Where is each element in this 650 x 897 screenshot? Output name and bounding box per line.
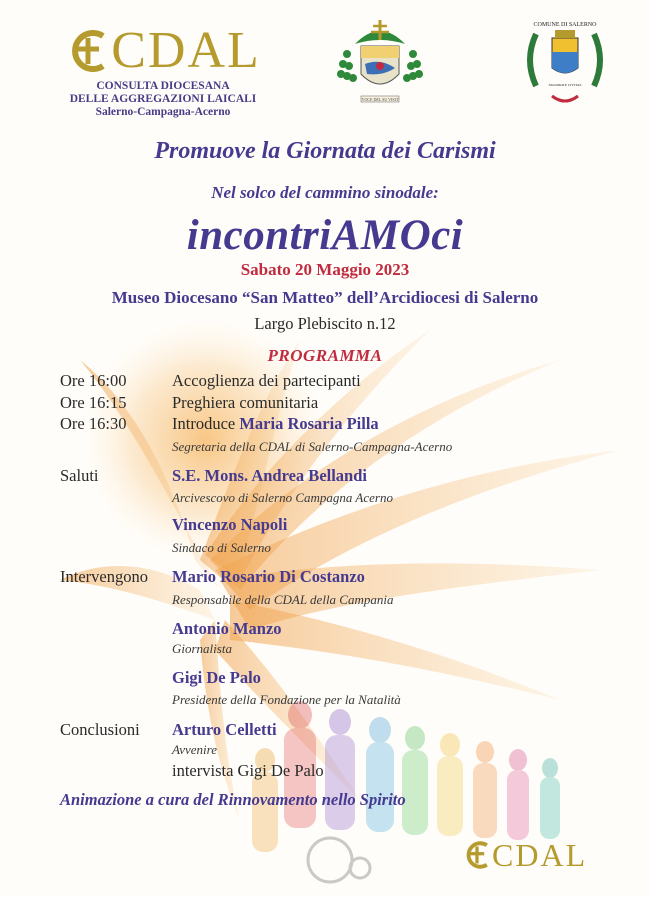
program-activity: Accoglienza dei partecipanti	[172, 371, 361, 390]
cdal-logo-text: CDAL	[111, 22, 261, 79]
speaker-role: Avvenire	[172, 742, 217, 757]
cdal-mark	[58, 22, 268, 80]
speaker-role: Segretaria della CDAL di Salerno-Campagna-Acerno	[172, 439, 453, 454]
cross-emblem-icon	[462, 840, 492, 870]
speaker-name: S.E. Mons. Andrea Bellandi	[172, 466, 367, 485]
cdal-subtitle-1: CONSULTA DIOCESANA	[96, 80, 230, 92]
cdal-footer-logo-text: CDAL	[492, 837, 588, 873]
comune-label: COMUNE DI SALERNO	[533, 22, 597, 28]
speaker-name: Gigi De Palo	[172, 668, 261, 687]
speaker-role: Presidente della Fondazione per la Natalità	[172, 692, 401, 707]
event-date: Sabato 20 Maggio 2023	[240, 260, 410, 279]
program-time: Ore 16:30	[60, 414, 127, 433]
program-time: Ore 16:15	[60, 393, 127, 412]
speaker-name: Arturo Celletti	[172, 720, 277, 739]
speaker-role: Responsabile della CDAL della Campania	[172, 592, 394, 607]
speaker-role: Sindaco di Salerno	[172, 540, 271, 555]
interview-note: intervista Gigi De Palo	[172, 761, 324, 780]
cdal-subtitle-2: DELLE AGGREGAZIONI LAICALI	[69, 93, 257, 105]
event-address: Largo Plebiscito n.12	[254, 314, 396, 333]
promuove-heading: Promuove la Giornata dei Carismi	[154, 138, 496, 164]
program-activity: Preghiera comunitaria	[172, 393, 319, 412]
speaker-name: Vincenzo Napoli	[172, 515, 288, 534]
event-venue: Museo Diocesano “San Matteo” dell’Arcidiocesi di Salerno	[111, 288, 539, 307]
speaker-name: Mario Rosario Di Costanzo	[172, 567, 365, 586]
section-label: Saluti	[60, 466, 99, 485]
cdal-logo	[58, 22, 268, 119]
section-label: Conclusioni	[60, 720, 140, 739]
cdal-subtitle-3: Salerno-Campagna-Acerno	[95, 106, 231, 118]
speaker-name: Antonio Manzo	[172, 619, 282, 638]
comune-salerno-emblem-icon	[522, 16, 608, 106]
cross-emblem-icon	[65, 28, 111, 74]
program-time: Ore 16:00	[60, 371, 127, 390]
cdal-footer-logo	[462, 835, 592, 875]
solco-subheading: Nel solco del cammino sinodale:	[211, 183, 439, 202]
section-label: Intervengono	[60, 567, 148, 586]
program-activity	[172, 414, 379, 434]
speaker-name: Maria Rosaria Pilla	[239, 414, 379, 433]
speaker-role: Arcivescovo di Salerno Campagna Acerno	[172, 490, 393, 505]
comune-ribbon: SIGNORILE CIVITAS	[548, 83, 582, 87]
animazione-credit: Animazione a cura del Rinnovamento nello Spirito	[60, 790, 406, 809]
archbishop-crest-icon	[335, 14, 425, 112]
speaker-role: Giornalista	[172, 641, 232, 656]
introduce-label: Introduce	[172, 414, 236, 433]
crest-motto: VOCE DEL SU VISIT	[361, 97, 399, 102]
event-title: incontriAMOci	[186, 212, 464, 259]
programma-heading: PROGRAMMA	[267, 346, 383, 365]
